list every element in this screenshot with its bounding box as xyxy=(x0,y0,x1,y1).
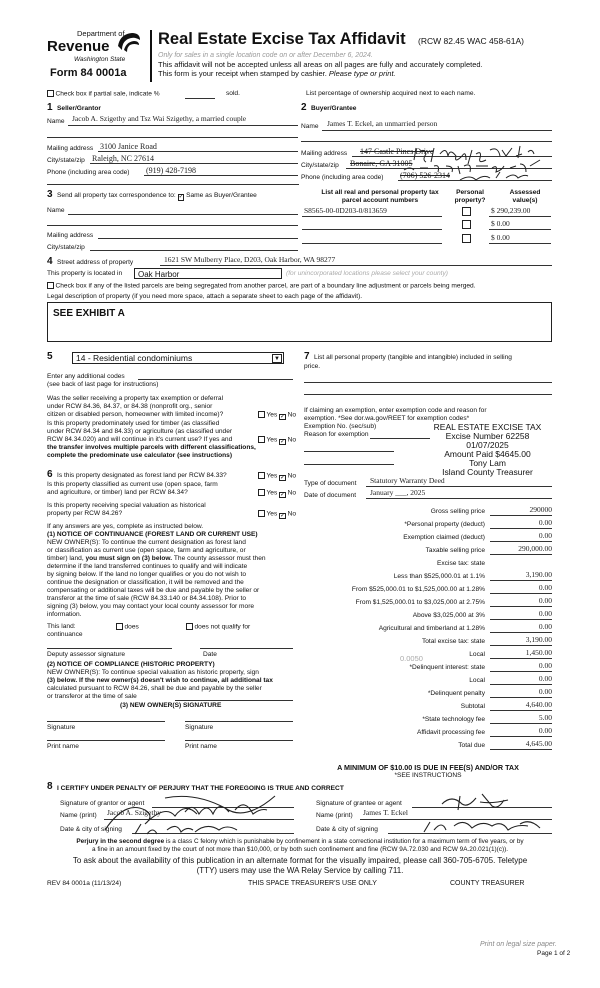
partial-sale-checkbox[interactable] xyxy=(47,90,54,97)
this-land-label: This land: xyxy=(47,623,76,630)
doc-type[interactable]: Statutory Warranty Deed xyxy=(370,476,445,485)
calc-value-line xyxy=(490,671,552,672)
calc-value-line xyxy=(490,749,552,750)
notice-2-line: (3) below. If the new owner(s) doesn't wish to continue, all additional tax xyxy=(47,677,273,684)
grantee-name-line xyxy=(360,819,552,820)
doc-type-label: Type of document xyxy=(304,480,357,487)
seller-mail-line xyxy=(98,151,298,152)
notice-1-line: by signing below. If the land no longer qualifies or you do not wish to xyxy=(47,571,247,578)
form-title: Real Estate Excise Tax Affidavit xyxy=(158,30,406,48)
stamp-line: REAL ESTATE EXCISE TAX xyxy=(433,422,542,432)
seller-name-line-2 xyxy=(47,137,298,138)
no-checkbox[interactable]: ✓ xyxy=(280,491,286,498)
minimum-due: A MINIMUM OF $10.00 IS DUE IN FEE(S) AND/OR TAX xyxy=(337,763,519,772)
timber-q-line: RCW 84.34.020) and will continue in it's current use? If yes and xyxy=(47,436,233,443)
buyer-name-line xyxy=(322,130,552,131)
owner-print-line xyxy=(185,740,293,741)
calc-label: *Delinquent interest: state xyxy=(409,664,485,671)
additional-codes-label: Enter any additional codes xyxy=(47,373,125,380)
notice-2-line: NEW OWNER(S): To continue special valuation as historic property, sign xyxy=(47,669,259,676)
deputy-date-label: Date xyxy=(203,651,217,658)
dept-label: Department of xyxy=(77,29,125,38)
calc-value-line xyxy=(490,658,552,659)
doc-date[interactable]: January ___, 2025 xyxy=(370,488,426,497)
buyer-city-line xyxy=(346,168,552,169)
s3-city-label: City/state/zip xyxy=(47,244,85,251)
calc-value[interactable]: 4,645.00 xyxy=(525,739,552,748)
form-rcw: (RCW 82.45 WAC 458-61A) xyxy=(418,36,524,46)
yes-checkbox[interactable] xyxy=(258,489,265,496)
buyer-phone-line xyxy=(398,180,552,181)
exemption-q-line: citizen or disabled person, homeowner with limited income)? xyxy=(47,411,224,418)
calc-value[interactable]: 0.00 xyxy=(538,726,552,735)
calc-value-line xyxy=(490,684,552,685)
seller-phone-line xyxy=(144,175,298,176)
page-number: Page 1 of 2 xyxy=(537,950,571,957)
does-not-checkbox[interactable] xyxy=(186,623,193,630)
grantor-name-label: Name (print) xyxy=(60,812,97,819)
county-hint: (for unincorporated locations please select your county) xyxy=(286,270,449,277)
s3-mail-line xyxy=(98,238,298,239)
calc-label: Excise tax: state xyxy=(436,560,485,567)
timber-q-line: Is this property predominately used for timber (as classified xyxy=(47,420,220,427)
land-use-code-select[interactable]: 14 - Residential condominiums ▼ xyxy=(72,352,284,364)
perjury-line-2: a fine in an amount fixed by the court of not more than $10,000, or by both such confinement and fine (RCW 9A.72.030 and RCW 9A.20.021(1)(c)). xyxy=(92,846,508,853)
header-note-3: This form is your receipt when stamped by cashier. Please type or print. xyxy=(158,69,396,78)
treasurer-use-label: THIS SPACE TREASURER'S USE ONLY xyxy=(248,880,377,887)
owner-print-label: Print name xyxy=(185,743,217,750)
personal-property-checkbox[interactable] xyxy=(462,207,471,216)
revision-label: REV 84 0001a (11/13/24) xyxy=(47,880,122,887)
does-checkbox[interactable] xyxy=(116,623,123,630)
calc-label: *State technology fee xyxy=(422,716,485,723)
notice-2-line: calculated pursuant to RCW 84.26, shall be due and payable by the seller xyxy=(47,685,262,692)
section-6-number: 6 xyxy=(47,469,53,480)
notice-1-line: transferor at the time of sale (RCW 84.33.140 or 84.34.108). Prior to xyxy=(47,595,247,602)
personal-prop-line xyxy=(304,382,552,383)
seller-name-line xyxy=(68,125,298,126)
notice-1-line: signing (3) below, you may contact your local county assessor for more xyxy=(47,603,255,610)
seller-name-label: Name xyxy=(47,118,65,125)
calc-label: Agricultural and timberland at 1.28% xyxy=(378,625,485,632)
parcels-header-1b: parcel account numbers xyxy=(341,197,419,204)
calc-value[interactable]: 290,000.00 xyxy=(518,544,552,553)
seller-mail[interactable]: 3100 Janice Road xyxy=(100,142,157,151)
stamp-line: 01/07/2025 xyxy=(466,440,509,450)
same-as-buyer-checkbox[interactable]: ✓ xyxy=(178,194,184,200)
parcel-value-line xyxy=(489,243,551,244)
forest-yes-no: Yes ✓ No xyxy=(258,472,296,481)
yes-checkbox[interactable] xyxy=(258,510,265,517)
parcels-header-3b: value(s) xyxy=(512,197,538,204)
personal-property-checkbox[interactable] xyxy=(462,220,471,229)
buyer-phone[interactable]: (706) 526-2314 xyxy=(400,171,450,180)
seller-mail-label: Mailing address xyxy=(47,145,94,152)
reason-line-3 xyxy=(304,464,394,465)
notice-1-line: compensating or additional taxes will be due and payable by the seller or xyxy=(47,587,260,594)
continuance-label: continuance xyxy=(47,631,83,638)
grantor-sig-label: Signature of grantor or agent xyxy=(60,800,145,807)
calc-label: Subtotal xyxy=(460,703,485,710)
personal-property-checkbox[interactable] xyxy=(462,234,471,243)
forest-q: Is this property designated as forest land per RCW 84.33? xyxy=(57,472,227,479)
chevron-down-icon[interactable]: ▼ xyxy=(272,354,282,363)
notice-1-line: NEW OWNER(S): To continue the current designation as forest land xyxy=(47,539,246,546)
notice-1-title: (1) NOTICE OF CONTINUANCE (FOREST LAND OR CURRENT USE) xyxy=(47,531,258,538)
parcel-account-line xyxy=(302,229,442,230)
calc-value-line xyxy=(490,593,552,594)
legal-desc-field[interactable] xyxy=(47,302,552,342)
s3-name-line-2 xyxy=(47,225,298,226)
revenue-logo-text: Revenue xyxy=(47,38,110,55)
reason-line-2 xyxy=(304,451,394,452)
timber-q-line: under RCW 84.34 and 84.33) or agriculture (as classified under xyxy=(47,428,233,435)
timber-q-line: complete the predominate use calculator (see instructions) xyxy=(47,452,233,459)
calc-value[interactable]: 290000 xyxy=(529,505,552,514)
historic-yes-no: Yes ✓ No xyxy=(258,510,296,519)
personal-prop-label-b: price. xyxy=(304,363,321,370)
grantor-date-line xyxy=(132,833,294,834)
calc-value[interactable]: 0.00 xyxy=(538,661,552,670)
stamp-line: Amount Paid $4645.00 xyxy=(444,449,531,459)
yes-checkbox[interactable] xyxy=(258,436,265,443)
calc-label: *Delinquent penalty xyxy=(427,690,485,697)
buyer-name-label: Name xyxy=(301,123,319,130)
calc-label: Local xyxy=(469,677,485,684)
header-note-2: This affidavit will not be accepted unless all areas on all pages are fully and accurately completed. xyxy=(158,60,483,69)
calc-label: From $525,000.01 to $1,525,000.00 at 1.28% xyxy=(351,586,485,593)
buyer-name[interactable]: James T. Eckel, an unmarried person xyxy=(327,119,438,128)
calc-value-line xyxy=(490,606,552,607)
form-number: Form 84 0001a xyxy=(50,67,127,79)
grantee-name-label: Name (print) xyxy=(316,812,353,819)
calc-value[interactable]: 0.00 xyxy=(538,609,552,618)
section-7-number: 7 xyxy=(304,351,310,362)
exemption-q-line: under RCW 84.36, 84.37, or 84.38 (nonprofit org., senior xyxy=(47,403,213,410)
grantee-name[interactable]: James T. Eckel xyxy=(363,808,408,817)
owner-sig-title: (3) NEW OWNER(S) SIGNATURE xyxy=(120,702,222,709)
calc-value[interactable]: 0.00 xyxy=(538,583,552,592)
does-not-option: does not qualify for xyxy=(186,623,250,631)
parcel-value[interactable]: $ 0.00 xyxy=(491,219,510,228)
county-treasurer-label: COUNTY TREASURER xyxy=(450,880,525,887)
time-of-sale-line xyxy=(175,700,293,701)
owner-signature-label: Signature xyxy=(185,724,214,731)
perjury-line-1: Perjury in the second degree is a class C felony which is punishable by confinement in a state correctional institution for a maximum term of five years, or by xyxy=(76,838,524,845)
see-instructions: *SEE INSTRUCTIONS xyxy=(394,772,462,779)
personal-prop-line xyxy=(304,394,552,395)
legal-desc-value: SEE EXHIBIT A xyxy=(53,308,125,319)
street-line xyxy=(160,265,552,266)
calc-value[interactable]: 0.00 xyxy=(538,518,552,527)
no-checkbox[interactable]: ✓ xyxy=(280,474,286,481)
current-use-yes-no: Yes ✓ No xyxy=(258,489,296,498)
exemption-q-line: Was the seller receiving a property tax exemption or deferral xyxy=(47,395,224,402)
calc-label: Above $3,025,000 at 3% xyxy=(412,612,485,619)
calc-value-line xyxy=(490,528,552,529)
parcel-value-line xyxy=(489,216,551,217)
local-rate: 0.0050 xyxy=(400,654,423,663)
grantee-date-label: Date & city of signing xyxy=(316,826,378,833)
revenue-logo-icon xyxy=(114,30,142,56)
s3-name-label: Name xyxy=(47,207,65,214)
s3-send-label: Send all property tax correspondence to: ✓ Same as Buyer/Grantee xyxy=(57,192,257,200)
notice-2-title: (2) NOTICE OF COMPLIANCE (HISTORIC PROPERTY) xyxy=(47,661,215,668)
does-option: does xyxy=(116,623,139,631)
parcels-header-2: Personal xyxy=(456,189,484,196)
calc-value[interactable]: 0.00 xyxy=(538,674,552,683)
personal-prop-label: List all personal property (tangible and intangible) included in selling xyxy=(314,354,512,361)
stamp-line: Island County Treasurer xyxy=(442,467,533,477)
street-address[interactable]: 1621 SW Mulberry Place, D203, Oak Harbor, WA 98277 xyxy=(164,255,336,264)
buyer-name-line-2 xyxy=(301,141,552,142)
notice-1-line: or classification as current use (open space, farm and agriculture, or xyxy=(47,547,246,554)
owner-print-label: Print name xyxy=(47,743,79,750)
calc-value-line xyxy=(490,619,552,620)
additional-codes-line xyxy=(138,379,293,380)
historic-q: Is this property receiving special valuation as historical xyxy=(47,502,206,509)
calc-value-line xyxy=(490,554,552,555)
owner-sig-line xyxy=(47,721,165,722)
deputy-date-line xyxy=(200,648,293,649)
section-3-top-rule xyxy=(47,184,299,185)
seller-phone-label: Phone (including area code) xyxy=(47,169,130,176)
owner-signature-label: Signature xyxy=(47,724,76,731)
grantee-signature xyxy=(420,788,560,838)
seller-city-line xyxy=(90,163,298,164)
grantor-sig-line xyxy=(152,807,294,808)
section-3-number: 3 xyxy=(47,189,53,200)
historic-q: property per RCW 84.26? xyxy=(47,510,123,517)
grantee-date-line xyxy=(388,833,552,834)
buyer-mail-line xyxy=(352,156,552,157)
current-use-q: Is this property classified as current use (open space, farm xyxy=(47,481,218,488)
buyer-mail[interactable]: 147 Castle Pines Drive xyxy=(360,147,434,156)
exemption-note: If claiming an exemption, enter exemption code and reason for xyxy=(304,407,487,414)
parcel-value-line xyxy=(489,229,551,230)
doc-date-label: Date of document xyxy=(304,492,357,499)
parcels-header-3: Assessed xyxy=(509,189,541,196)
current-use-q: and agriculture, or timber) land per RCW 84.34? xyxy=(47,489,188,496)
calc-value[interactable]: 0.00 xyxy=(538,596,552,605)
calc-value-line xyxy=(490,515,552,516)
deputy-label: Deputy assessor signature xyxy=(47,651,126,658)
buyer-phone-label: Phone (including area code) xyxy=(301,174,384,181)
parcel-value[interactable]: $ 290,239.00 xyxy=(491,206,531,215)
grantor-name-line xyxy=(104,819,294,820)
calc-value-line xyxy=(490,645,552,646)
exemption-note: exemption. *See dor.wa.gov/REET for exemption codes* xyxy=(304,415,470,422)
calc-value[interactable]: 3,190.00 xyxy=(525,570,552,579)
seller-city-label: City/state/zip xyxy=(47,157,85,164)
owner-sig-line xyxy=(185,721,293,722)
calc-label: *Personal property (deduct) xyxy=(404,521,485,528)
buyer-city-label: City/state/zip xyxy=(301,162,339,169)
doc-date-line xyxy=(366,498,552,499)
s3-city-line xyxy=(90,250,298,251)
parcels-header-2b: property? xyxy=(454,197,486,204)
legal-desc-label: Legal description of property (if you need more space, attach a separate sheet to each page of the affidavit). xyxy=(47,293,363,300)
street-label: Street address of property xyxy=(57,259,134,266)
stamp-line: Excise Number 62258 xyxy=(445,431,530,441)
calc-value[interactable]: 0.00 xyxy=(538,622,552,631)
notice-1-line: timber) land, you must sign on (3) below. The county assessor must then xyxy=(47,555,266,562)
deputy-line xyxy=(47,648,172,649)
segregated-label: Check box if any of the listed parcels are being segregated from another parcel, are part of a boundary line adjustment or parcels being merged. xyxy=(47,282,476,290)
exemption-no-label: Exemption No. (sec/sub) xyxy=(304,423,377,430)
section-4-number: 4 xyxy=(47,256,53,267)
parcel-account-line xyxy=(302,243,442,244)
calc-value-line xyxy=(490,710,552,711)
section-1-number: 1 xyxy=(47,102,53,113)
parcel-account-line xyxy=(302,216,442,217)
calc-label: Exemption claimed (deduct) xyxy=(403,534,485,541)
stamp-line: Tony Lam xyxy=(469,458,506,468)
paper-size-note: Print on legal size paper. xyxy=(480,941,557,948)
grantor-date-label: Date & city of signing xyxy=(60,826,122,833)
parcel-account[interactable]: S8565-00-0D203-0/813659 xyxy=(304,206,387,215)
no-checkbox[interactable]: ✓ xyxy=(280,512,286,519)
section-8-number: 8 xyxy=(47,781,53,792)
section-5-number: 5 xyxy=(47,351,53,362)
calc-value-line xyxy=(490,736,552,737)
grantor-name[interactable]: Jacob A. Szigethy xyxy=(107,808,161,817)
s3-mail-label: Mailing address xyxy=(47,232,94,239)
alt-format-line-1: To ask about the availability of this publication in an alternate format for the visually impaired, please call 360-705-6705. Teletype xyxy=(72,856,528,865)
partial-pct-line xyxy=(185,98,215,99)
notice-1-line: determine if the land transferred continues to qualify and will indicate xyxy=(47,563,248,570)
calc-value-line xyxy=(490,697,552,698)
calc-value-line xyxy=(490,632,552,633)
calc-value-line xyxy=(490,580,552,581)
timber-yes-no: Yes ✓ No xyxy=(258,436,296,445)
county-select[interactable]: Oak Harbor xyxy=(134,268,282,279)
located-label: This property is located in xyxy=(47,270,123,277)
buyer-title: Buyer/Grantee xyxy=(311,105,357,112)
calc-value[interactable]: 0.00 xyxy=(538,687,552,696)
calc-value[interactable]: 5.00 xyxy=(538,713,552,722)
seller-phone[interactable]: (919) 428-7198 xyxy=(146,166,196,175)
calc-value[interactable]: 0.00 xyxy=(538,531,552,540)
additional-codes-hint: (see back of last page for instructions) xyxy=(47,381,159,388)
parcel-value[interactable]: $ 0.00 xyxy=(491,233,510,242)
calc-value[interactable]: 4,640.00 xyxy=(525,700,552,709)
alt-format-line-2: (TTY) users may use the WA Relay Service by calling 711. xyxy=(196,866,404,875)
doc-type-line xyxy=(366,486,552,487)
state-label: Washington State xyxy=(74,56,126,63)
no-checkbox[interactable]: ✓ xyxy=(280,413,286,420)
parcels-header-1: List all real and personal property tax xyxy=(321,189,439,196)
calc-value[interactable]: 1,450.00 xyxy=(525,648,552,657)
yes-checkbox[interactable] xyxy=(258,411,265,418)
seller-city[interactable]: Raleigh, NC 27614 xyxy=(92,154,154,163)
grantee-sig-label: Signature of grantee or agent xyxy=(316,800,402,807)
calc-label: Local xyxy=(469,651,485,658)
segregated-checkbox[interactable] xyxy=(47,282,54,289)
yes-checkbox[interactable] xyxy=(258,472,265,479)
header-divider xyxy=(150,30,152,82)
no-checkbox[interactable]: ✓ xyxy=(280,438,286,445)
seller-name[interactable]: Jacob A. Szigethy and Tsz Wai Szigethy, a married couple xyxy=(72,114,247,123)
s3-name-line xyxy=(68,214,298,215)
notice-1-line: information. xyxy=(47,611,82,618)
partial-sale: Check box if partial sale, indicate % xyxy=(47,90,160,98)
if-any-label: If any answers are yes, complete as instructed below. xyxy=(47,523,204,530)
calc-label: From $1,525,000.01 to $3,025,000 at 2.75% xyxy=(355,599,485,606)
exemption-yes-no: Yes ✓ No xyxy=(258,411,296,420)
calc-value-line xyxy=(490,723,552,724)
timber-q-line: the transfer involves multiple parcels with different classifications, xyxy=(47,444,256,451)
buyer-mail-label: Mailing address xyxy=(301,150,348,157)
owner-print-line xyxy=(47,740,165,741)
calc-label: Taxable selling price xyxy=(425,547,485,554)
certify-label: I CERTIFY UNDER PENALTY OF PERJURY THAT THE FOREGOING IS TRUE AND CORRECT xyxy=(57,785,344,792)
calc-value[interactable]: 3,190.00 xyxy=(525,635,552,644)
seller-title: Seller/Grantor xyxy=(57,105,101,112)
section-2-number: 2 xyxy=(301,102,307,113)
reason-label: Reason for exemption xyxy=(304,431,369,438)
calc-label: Gross selling price xyxy=(430,508,485,515)
calc-label: Total due xyxy=(458,742,485,749)
calc-value-line xyxy=(490,541,552,542)
calc-label: Less than $525,000.01 at 1.1% xyxy=(393,573,485,580)
notice-2-line: or transferor at the time of sale xyxy=(47,693,137,700)
header-note-1: Only for sales in a single location code on or after December 6, 2024. xyxy=(158,52,373,59)
list-pct-label: List percentage of ownership acquired next to each name. xyxy=(306,90,476,97)
buyer-city[interactable]: Bonaire, GA 31005 xyxy=(350,159,413,168)
notice-1-line: continue the designation or classification, it will be removed and the xyxy=(47,579,244,586)
calc-label: Total excise tax: state xyxy=(421,638,485,645)
calc-label: Affidavit processing fee xyxy=(416,729,485,736)
grantee-sig-line xyxy=(412,807,552,808)
partial-sold-label: sold. xyxy=(226,90,240,97)
